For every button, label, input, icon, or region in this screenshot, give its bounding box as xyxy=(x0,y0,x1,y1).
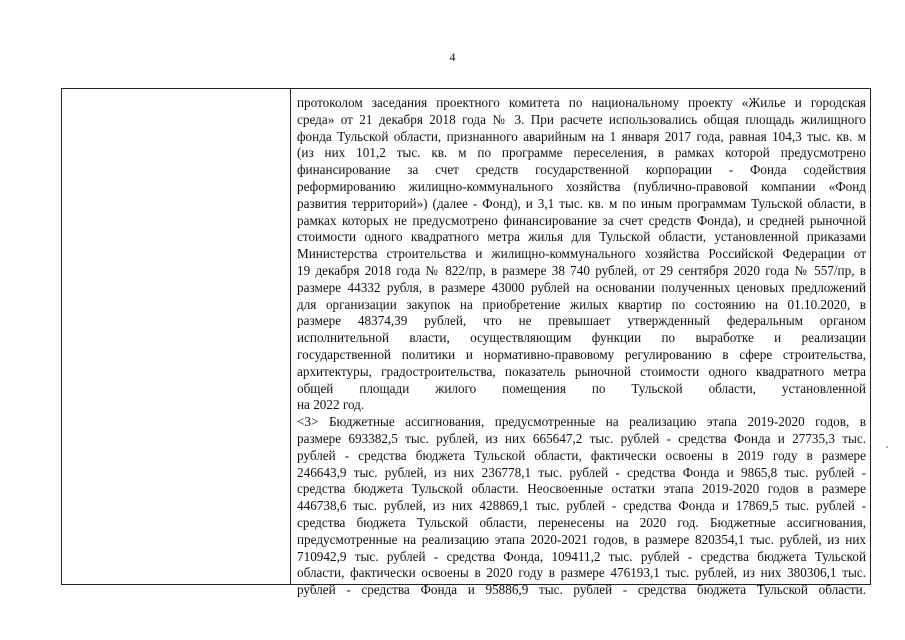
text-line: предусмотренные на реализацию этапа 2020-2021 годов, в размере 820354,1 тыс. рублей, из них xyxy=(297,531,866,547)
text-line: на 2022 год. xyxy=(297,397,365,413)
text-line: финансирование за счет средств государственной корпорации - Фонда содействия xyxy=(297,162,866,178)
text-line: рублей - средства бюджета Тульской области, фактически освоены в 2019 году в размере xyxy=(297,447,866,463)
table-right-cell xyxy=(291,89,870,598)
table-left-cell xyxy=(62,89,291,584)
text-line: исполнительной власти, осуществляющим функции по выработке и реализации xyxy=(297,330,866,346)
text-line: размере 48374,39 рублей, что не превышает утвержденный федеральным органом xyxy=(297,313,866,329)
text-line: стоимости одного квадратного метра жилья для Тульской области, установленной приказами xyxy=(297,229,866,245)
footnote-paragraph-3 xyxy=(297,414,866,599)
text-line: области, фактически освоены в 2020 году в размере 476193,1 тыс. рублей, из них 380306,1 тыс. xyxy=(297,565,866,581)
text-line: для организации закупок на приобретение жилых квартир по состоянию на 01.10.2020, в xyxy=(297,296,866,312)
text-line: <3> Бюджетные ассигнования, предусмотренные на реализацию этапа 2019-2020 годов, в xyxy=(297,414,866,430)
page-number: 4 xyxy=(449,50,456,64)
text-line: средства бюджета Тульской области. Неосвоенные остатки этапа 2019-2020 годов в размере xyxy=(297,481,866,497)
text-line: размере 44332 рубля, в размере 43000 рублей на основании полученных ценовых предложений xyxy=(297,279,866,295)
text-line: (из них 101,2 тыс. кв. м по программе переселения, в рамках которой предусмотрено xyxy=(297,145,866,161)
text-line: государственной политики и нормативно-правовому регулированию в сфере строительства, xyxy=(297,346,866,362)
scan-speck xyxy=(886,446,888,448)
text-line: 710942,9 тыс. рублей - средства Фонда, 109411,2 тыс. рублей - средства бюджета Тульской xyxy=(297,548,866,564)
footnote-paragraph-2 xyxy=(297,95,866,414)
text-line: 246643,9 тыс. рублей, из них 236778,1 тыс. рублей - средства Фонда и 9865,8 тыс. рублей - xyxy=(297,464,866,480)
text-line: фонда Тульской области, признанного аварийным на 1 января 2017 года, равная 104,3 тыс. кв. м xyxy=(297,128,866,144)
text-line: 19 декабря 2018 года № 822/пр, в размере 38 740 рублей, от 29 сентября 2020 года № 557/пр, в xyxy=(297,262,866,278)
text-line: среда» от 21 декабря 2018 года № 3. При расчете использовались общая площадь жилищного xyxy=(297,111,866,127)
document-table xyxy=(61,88,871,598)
text-line: рамках которых не предусмотрено финансирование за счет средств Фонда), и средней рыночной xyxy=(297,212,866,228)
text-line: 446738,6 тыс. рублей, из них 428869,1 тыс. рублей - средства Фонда и 17869,5 тыс. рублей - xyxy=(297,498,866,514)
text-line: архитектуры, градостроительства, показатель рыночной стоимости одного квадратного метра xyxy=(297,363,866,379)
text-line: размере 693382,5 тыс. рублей, из них 665647,2 тыс. рублей - средства Фонда и 27735,3 тыс. xyxy=(297,430,866,446)
text-line: развития территорий») (далее - Фонд), и 3,1 тыс. кв. м по иным программам Тульской области, в xyxy=(297,195,866,211)
text-line: общей площади жилого помещения по Тульской области, установленной xyxy=(297,380,866,396)
text-line: средства бюджета Тульской области, перенесены на 2020 год. Бюджетные ассигнования, xyxy=(297,514,866,530)
text-line: рублей - средства Фонда и 95886,9 тыс. рублей - средства бюджета Тульской области. xyxy=(297,582,866,598)
text-line: протоколом заседания проектного комитета по национальному проекту «Жилье и городская xyxy=(297,95,866,110)
text-line: реформированию жилищно-коммунального хозяйства (публично-правовой компании «Фонд xyxy=(297,178,866,194)
text-line: Министерства строительства и жилищно-коммунального хозяйства Российской Федерации от xyxy=(297,246,866,262)
